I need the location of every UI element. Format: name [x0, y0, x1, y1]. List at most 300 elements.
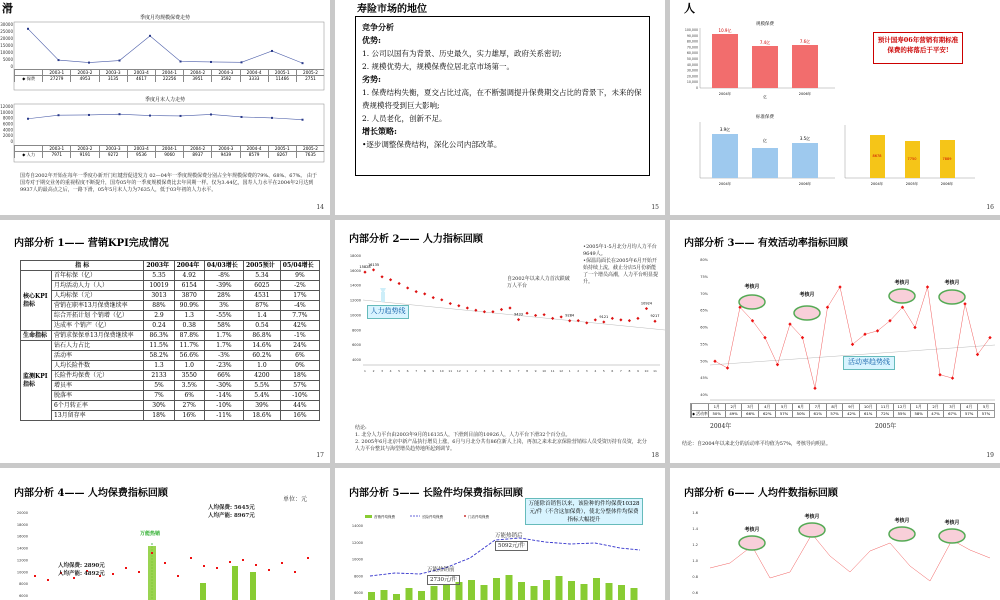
data-point	[568, 319, 571, 322]
data-point	[619, 318, 622, 321]
table-cell: 营销求保保单13月保费继续率	[52, 331, 144, 341]
data-point	[423, 292, 426, 295]
table-cell: 18%	[144, 411, 174, 421]
table-row	[21, 271, 320, 281]
table-cell: 87.8%	[174, 331, 204, 341]
table-cell: 5.34	[244, 271, 281, 281]
conclusion-line: 2. 2005年6月北京中新产品执行增员上涨，6月与月北分共有86位新人上岗，再加之来未北京保险营销综人员受资历持有员资，北分人力平台整其与海型增员趋势地所起到调节。	[355, 439, 647, 452]
note-line: •保温局面长在2005年6月开始开始持续上流，截止分店5月份新能了一个增员高潮，人力平台明显提升。	[583, 258, 659, 285]
slide-title: 内部分析 5—— 长险件均保费指标回顾	[349, 488, 523, 499]
bar	[481, 585, 488, 600]
slide-21[interactable]	[335, 468, 665, 600]
dis-label: 劣势:	[362, 74, 381, 84]
x-tick: 3	[585, 369, 588, 373]
table-cell: 人均长险件数	[52, 361, 144, 371]
x-tick: 4	[491, 369, 494, 373]
x-tick: 10	[439, 369, 444, 373]
data-point	[653, 320, 656, 323]
x-tick: 3	[381, 369, 384, 373]
year-label: 2005年	[875, 423, 897, 430]
table-cell: 6025	[244, 281, 281, 291]
table-cell: 10019	[144, 281, 174, 291]
cell: 2004-1	[155, 146, 183, 151]
table-cell: 66%	[204, 371, 243, 381]
table-cell: 5%	[144, 381, 174, 391]
y-tick: 10000	[0, 50, 13, 55]
cell: 66%	[741, 411, 758, 417]
y-tick: 6000	[2, 121, 13, 127]
table-row	[21, 341, 320, 351]
cell: 11月	[876, 404, 893, 410]
cell: 2003-1	[42, 70, 70, 75]
cell: 8579	[240, 152, 268, 158]
data-point	[47, 579, 49, 581]
data-point	[534, 314, 537, 317]
data-point	[500, 308, 503, 311]
bar	[468, 580, 475, 600]
cell: 61%	[809, 411, 826, 417]
table-cell: 钻石人力占比	[52, 341, 144, 351]
cell: 2003-3	[99, 70, 127, 75]
data-point	[415, 290, 418, 293]
box-line: 人均产能: 8967元	[208, 513, 255, 519]
data-point	[149, 35, 151, 37]
x-tick: 2	[577, 369, 580, 373]
table-cell: 39%	[244, 401, 281, 411]
slide-20[interactable]	[0, 468, 330, 600]
x-tick: 1	[466, 369, 469, 373]
table-cell: 1.3	[144, 361, 174, 371]
y-tick: 12000	[16, 558, 28, 563]
table-cell: 长险件均保费（元）	[52, 371, 144, 381]
x-tick: 5	[500, 369, 503, 373]
y-tick: 1.4	[692, 527, 698, 531]
bar-label: 亿	[763, 138, 767, 143]
data-point	[636, 317, 639, 320]
bar	[368, 592, 375, 600]
data-label: 9121	[599, 314, 609, 319]
cell: 7971	[42, 152, 70, 158]
cell: 2月	[725, 404, 742, 410]
data-label: 10924	[640, 301, 653, 306]
y-tick: 30000	[0, 22, 13, 27]
table-cell: 1.3	[174, 311, 204, 321]
bar	[792, 45, 818, 88]
data-point	[602, 320, 605, 323]
table-cell: -30%	[204, 381, 243, 391]
bar	[431, 586, 438, 600]
table-cell: 人均标保（元）	[52, 291, 144, 301]
cell: ◆ 活动率	[692, 411, 708, 416]
header-cell: 2003年	[144, 261, 174, 271]
header-cell: 2004年	[174, 261, 204, 271]
data-point	[585, 321, 588, 324]
y-tick: 14000	[349, 283, 361, 288]
y-tick: 0.8	[692, 575, 698, 579]
slide-19[interactable]	[670, 220, 1000, 463]
cell: ◆ 保费	[14, 76, 42, 82]
year-label: 2004年	[710, 423, 732, 430]
x-label: 2004年	[718, 92, 732, 96]
trend-label: 活动率趋势线	[843, 356, 895, 370]
assess-label: 考核月	[944, 520, 960, 526]
cell: 5月	[775, 404, 792, 410]
y-tick: 100,000	[684, 28, 698, 32]
y-tick: 40,000	[686, 62, 698, 67]
y-tick: 0	[695, 86, 698, 90]
y-tick: 12000	[351, 540, 363, 545]
chart2-table	[14, 145, 324, 158]
data-point	[255, 564, 257, 566]
data-label: 9433	[514, 312, 523, 317]
premium-chart	[0, 468, 330, 600]
page-number: 16	[986, 204, 994, 211]
data-point	[112, 573, 114, 575]
y-tick: 6000	[352, 343, 361, 348]
data-point	[119, 113, 121, 115]
data-point	[440, 298, 443, 301]
table-cell: -8%	[204, 271, 243, 281]
bar	[556, 576, 563, 600]
table-cell: 1.0	[244, 361, 281, 371]
slide-18[interactable]	[335, 220, 665, 463]
table-row	[21, 381, 320, 391]
wn-after	[495, 532, 528, 551]
x-label: 2006年	[798, 92, 812, 96]
group-cell: 核心KPI指标	[21, 271, 52, 331]
cell: 2005-1	[268, 70, 296, 75]
cell: 7月	[809, 404, 826, 410]
table-cell: 5.35	[144, 271, 174, 281]
cell	[691, 404, 708, 410]
cell: 6月	[792, 404, 809, 410]
data-point	[776, 363, 779, 366]
chart1-table	[14, 69, 324, 82]
x-tick: 11	[653, 369, 657, 373]
table-row	[21, 411, 320, 421]
data-point	[389, 278, 392, 281]
note-line: •2005年1-5月北分月均人力平台9649人。	[583, 244, 657, 257]
cell: 8267	[268, 152, 296, 158]
table-cell: 56.6%	[174, 351, 204, 361]
slide-14[interactable]	[0, 0, 330, 215]
y-tick: 12000	[0, 104, 13, 109]
table-cell: -10%	[280, 391, 319, 401]
table-cell: -55%	[204, 311, 243, 321]
data-point	[560, 315, 563, 318]
cell: 58%	[910, 411, 927, 417]
conclusion: 结论：自2004年以来北分的活动率平均值为57%，考核导向明显。	[682, 441, 831, 447]
table-cell: 首年标保（亿）	[52, 271, 144, 281]
x-label: 亿	[763, 95, 767, 99]
data-point	[294, 571, 296, 573]
table-cell: 活动率	[52, 351, 144, 361]
table-row	[21, 361, 320, 371]
data-point	[138, 571, 140, 573]
cell: 2004-1	[155, 70, 183, 75]
cell: 2月	[927, 404, 944, 410]
x-tick: 2	[474, 369, 477, 373]
table-cell: 11.5%	[144, 341, 174, 351]
x-tick: 9	[534, 369, 537, 373]
y-tick: 40%	[700, 393, 708, 397]
cell: 1月	[910, 404, 927, 410]
cell: 9536	[127, 152, 155, 158]
cell: 62%	[758, 411, 775, 417]
table-cell: 11.7%	[174, 341, 204, 351]
data-point	[180, 60, 182, 62]
data-point	[398, 282, 401, 285]
activity-table	[690, 403, 995, 418]
slide-22[interactable]	[670, 468, 1000, 600]
data-point	[763, 336, 766, 339]
cell: 2004-4	[240, 146, 268, 151]
y-tick: 30,000	[686, 68, 698, 73]
box-line: 人均保费: 5645元	[208, 505, 255, 511]
cell: 3月	[943, 404, 960, 410]
strat-label: 增长策略:	[362, 126, 397, 136]
x-tick: 6	[406, 369, 409, 373]
x-tick: 11	[448, 369, 453, 373]
cell: 2003-2	[70, 146, 98, 151]
adv-label: 优势:	[362, 35, 381, 45]
y-tick: 18000	[16, 522, 28, 527]
y-tick: 0.6	[692, 591, 698, 595]
x-tick: 3	[483, 369, 486, 373]
table-cell: 7.7%	[280, 311, 319, 321]
table-cell: 2.9	[144, 311, 174, 321]
adv-item: 1. 公司以国有为背景、历史最久，实力雄厚，政府关系密切;	[362, 49, 562, 58]
cell: 55%	[893, 411, 910, 417]
data-point	[210, 61, 212, 63]
y-tick: 90,000	[686, 33, 698, 38]
bar	[712, 34, 738, 88]
data-point	[645, 307, 648, 310]
data-point	[913, 326, 916, 329]
data-point	[58, 59, 60, 61]
table-cell: 0.54	[244, 321, 281, 331]
table-cell: 0.24	[144, 321, 174, 331]
table-cell: 28%	[204, 291, 243, 301]
data-point	[242, 559, 244, 561]
data-point	[926, 285, 929, 288]
dis-item: 2. 人员老化，创新不足。	[362, 114, 447, 123]
bar-label: 7889	[942, 157, 952, 161]
data-point	[302, 119, 304, 121]
box2	[58, 562, 105, 578]
table-cell: 88%	[144, 301, 174, 311]
cell: 11466	[268, 76, 296, 82]
data-point	[34, 575, 36, 577]
legend: 首销件均保费	[374, 515, 395, 519]
data-point	[517, 318, 520, 321]
assess-label: 考核月	[804, 514, 820, 520]
y-tick: 18000	[349, 254, 361, 258]
y-tick: 4000	[352, 358, 361, 362]
table-cell: 58%	[204, 321, 243, 331]
x-label: 2004年	[870, 182, 884, 186]
box1	[208, 504, 255, 520]
table-cell: 6个月转正率	[52, 401, 144, 411]
data-point	[151, 552, 153, 554]
bar	[531, 586, 538, 600]
data-point	[210, 113, 212, 115]
cell: 42%	[842, 411, 859, 417]
assess-label: 考核月	[799, 292, 815, 298]
x-tick: 7	[415, 369, 418, 373]
callout: 自2002年以来人力首次跌破万人平台	[507, 276, 570, 289]
data-point	[988, 336, 991, 339]
case-count-chart	[670, 468, 1000, 600]
bar-label: 3.5亿	[799, 136, 811, 141]
bar-label: 3.9亿	[719, 127, 731, 132]
table-cell: 4531	[244, 291, 281, 301]
header-cell: 2005预计	[244, 261, 281, 271]
data-label: 9284	[565, 313, 575, 318]
x-tick: 4	[389, 369, 392, 373]
y-tick: 50,000	[686, 57, 698, 61]
data-point	[164, 562, 166, 564]
table-cell: 6154	[174, 281, 204, 291]
cell: 67%	[943, 411, 960, 417]
slide-title: 内部分析 2—— 人力指标回顾	[349, 234, 483, 245]
cell: 3135	[99, 76, 127, 82]
cell: 57%	[826, 411, 843, 417]
heading: 竞争分析	[362, 22, 394, 32]
table-cell: 营销在职率13月保费继续率	[52, 301, 144, 311]
cell: 61%	[859, 411, 876, 417]
x-label: 2006年	[798, 182, 812, 186]
y-tick: 14000	[16, 546, 28, 551]
y-tick: 12000	[349, 298, 361, 303]
table-cell: 58.2%	[144, 351, 174, 361]
table-cell: 86.8%	[244, 331, 281, 341]
data-point	[119, 60, 121, 62]
slide-16[interactable]	[670, 0, 1000, 215]
bar	[381, 590, 388, 600]
table-cell: 3870	[174, 291, 204, 301]
table-cell: 86.3%	[144, 331, 174, 341]
x-tick: 6	[611, 369, 614, 373]
wn-before	[427, 566, 460, 585]
table-cell: -3%	[204, 351, 243, 361]
y-tick: 6000	[354, 591, 363, 595]
data-point	[216, 567, 218, 569]
page-number: 15	[651, 204, 659, 211]
table-cell: 5.5%	[244, 381, 281, 391]
slide-17[interactable]	[0, 220, 330, 463]
data-point	[432, 296, 435, 299]
chart-title: 季度月末人力走势	[144, 97, 186, 103]
bar	[618, 585, 625, 600]
bar	[418, 591, 425, 600]
data-point	[483, 310, 486, 313]
cell: 7635	[296, 152, 324, 158]
data-point	[27, 118, 29, 120]
bar	[493, 578, 500, 600]
data-point	[406, 286, 409, 289]
page-number: 18	[651, 452, 659, 459]
x-tick: 10	[542, 369, 547, 373]
data-point	[525, 312, 528, 315]
table-cell: 月均活动人力（人）	[52, 281, 144, 291]
bar	[568, 581, 575, 600]
table-row	[21, 311, 320, 321]
cell: 4月	[960, 404, 977, 410]
y-tick: 20,000	[686, 74, 698, 79]
table-cell: -39%	[204, 281, 243, 291]
chart-title: 规模保费	[756, 22, 774, 27]
table-row	[21, 291, 320, 301]
slide-title: 寿险市场的地位	[357, 4, 427, 15]
y-tick: 80%	[700, 258, 708, 262]
y-tick: 8000	[2, 115, 13, 121]
y-tick: 5000	[2, 57, 13, 62]
data-point	[307, 557, 309, 559]
label: 万能热销后	[495, 533, 523, 539]
table-cell: -14%	[204, 391, 243, 401]
legend: 长险件均保费	[422, 515, 443, 519]
y-tick: 8000	[354, 574, 363, 579]
cell: 4月	[758, 404, 775, 410]
cell: 2004-2	[183, 70, 211, 75]
table-cell: 14.6%	[244, 341, 281, 351]
data-point	[963, 302, 966, 305]
strat-item: •逐步调整保费结构，深化公司内部改革。	[362, 140, 502, 149]
dis-item: 1. 保费结构失衡，夏交占比过高，在不断强调提升保费期交占比的背景下，未来的保费规模将受到巨大影响;	[362, 88, 642, 110]
cell: 2003-4	[127, 70, 155, 75]
cell: 3951	[183, 76, 211, 82]
cell: 8937	[183, 152, 211, 158]
bar	[393, 594, 400, 600]
bar	[581, 584, 588, 600]
y-tick: 1.2	[692, 543, 698, 547]
x-tick: 5	[398, 369, 401, 373]
trend-label: 人力趋势线	[367, 305, 409, 319]
data-point	[241, 61, 243, 63]
cell: 2003-1	[42, 146, 70, 151]
note-box: 万能除首销售以来，该险种的件均保费10328元/件（不含这加保费），使北分整体件均保费指标大幅提升	[525, 498, 643, 525]
table-row	[21, 371, 320, 381]
y-tick: 70,000	[686, 45, 698, 50]
table-row	[21, 281, 320, 291]
page-number: 14	[316, 204, 324, 211]
x-tick: 1	[568, 369, 571, 373]
cell: 49%	[725, 411, 742, 417]
cell: 3月	[741, 404, 758, 410]
table-cell: 1.0	[174, 361, 204, 371]
kpi-table	[20, 260, 320, 421]
y-tick: 14000	[351, 524, 363, 528]
data-point	[203, 565, 205, 567]
y-tick: 15000	[0, 43, 13, 48]
slide-note: 国寿自2002年开始在每年一季度办新开门红键营促进发力 02—04年一季度规模保费分别占全年规模保费的79%、68%、67%。 由于国寿对于期交业务的重视程度不断提升，国寿05年的一季度规模保费比去年同期一样。仅为3.44亿，国寿人力水平在2004年2月达到9937人的最高点之后，一路下滑，05年5月末人力为7635人，低于03年初的人力水平。	[20, 173, 317, 193]
y-tick: 4000	[2, 127, 13, 133]
slide-15[interactable]	[335, 0, 665, 215]
slide-title: 内部分析 6—— 人均件数指标回顾	[684, 488, 838, 499]
table-cell: 5.4%	[244, 391, 281, 401]
y-tick: 20000	[0, 36, 13, 41]
assess-label: 考核月	[744, 527, 760, 533]
label: 万能热销前	[427, 567, 455, 573]
bar-label: 7.6亿	[799, 39, 811, 44]
value: 2730元/件	[427, 575, 460, 585]
data-label: 16135	[367, 262, 380, 267]
slide-title: 人	[684, 2, 695, 15]
table-cell: 90.9%	[174, 301, 204, 311]
page-number: 19	[986, 452, 994, 459]
table-cell: 增员率	[52, 381, 144, 391]
